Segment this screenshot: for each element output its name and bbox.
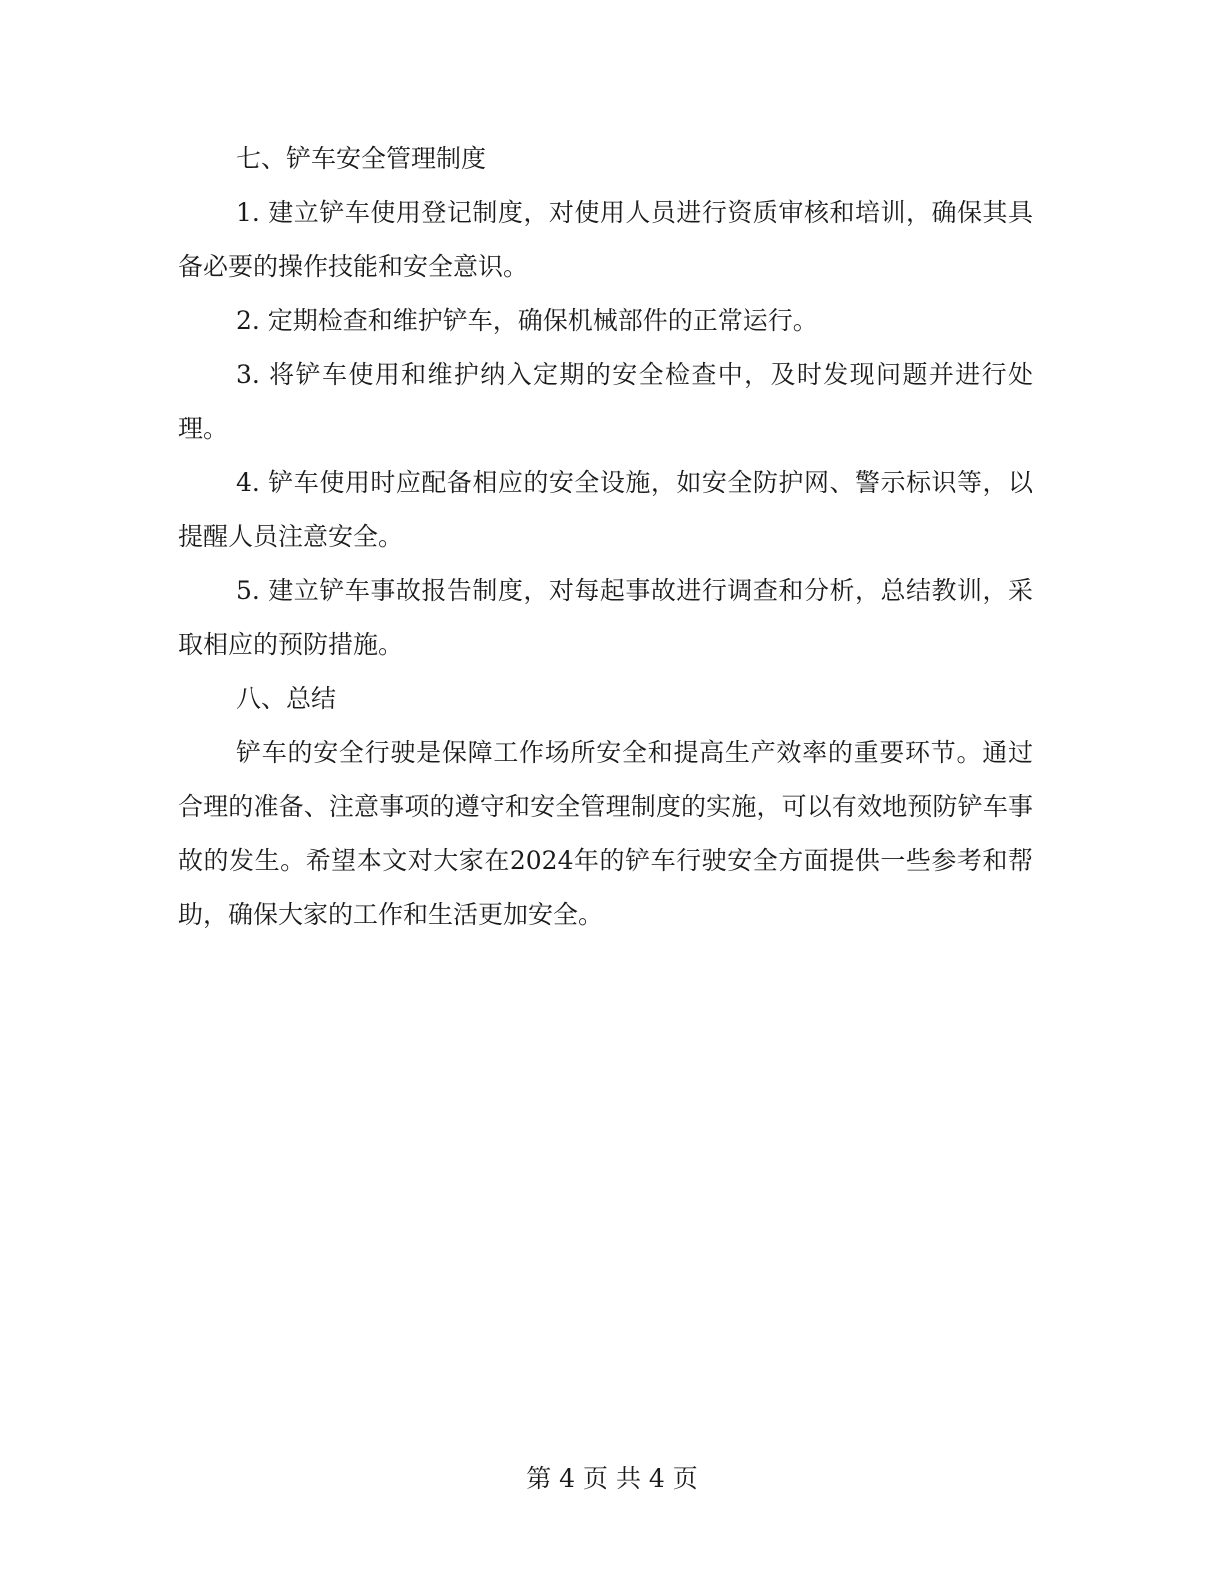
section-heading-8: 八、总结 bbox=[236, 684, 337, 713]
list-item-3: 3. 将铲车使用和维护纳入定期的安全检查中，及时发现问题并进行处理。 bbox=[178, 360, 1033, 443]
list-item-4: 4. 铲车使用时应配备相应的安全设施，如安全防护网、警示标识等，以提醒人员注意安全。 bbox=[178, 468, 1033, 551]
list-item-5: 5. 建立铲车事故报告制度，对每起事故进行调查和分析，总结教训，采取相应的预防措施。 bbox=[178, 576, 1033, 659]
summary-paragraph: 铲车的安全行驶是保障工作场所安全和提高生产效率的重要环节。通过合理的准备、注意事项的遵守和安全管理制度的实施，可以有效地预防铲车事故的发生。希望本文对大家在2024年的铲车行驶安全方面提供一些参考和帮助，确保大家的工作和生活更加安全。 bbox=[178, 738, 1033, 929]
list-item-1: 1. 建立铲车使用登记制度，对使用人员进行资质审核和培训，确保其具备必要的操作技能和安全意识。 bbox=[178, 198, 1033, 281]
page-footer: 第 4 页 共 4 页 bbox=[526, 1464, 698, 1493]
section-heading-7: 七、铲车安全管理制度 bbox=[236, 144, 487, 173]
list-item-2: 2. 定期检查和维护铲车，确保机械部件的正常运行。 bbox=[236, 306, 818, 335]
document-body bbox=[178, 132, 1033, 942]
